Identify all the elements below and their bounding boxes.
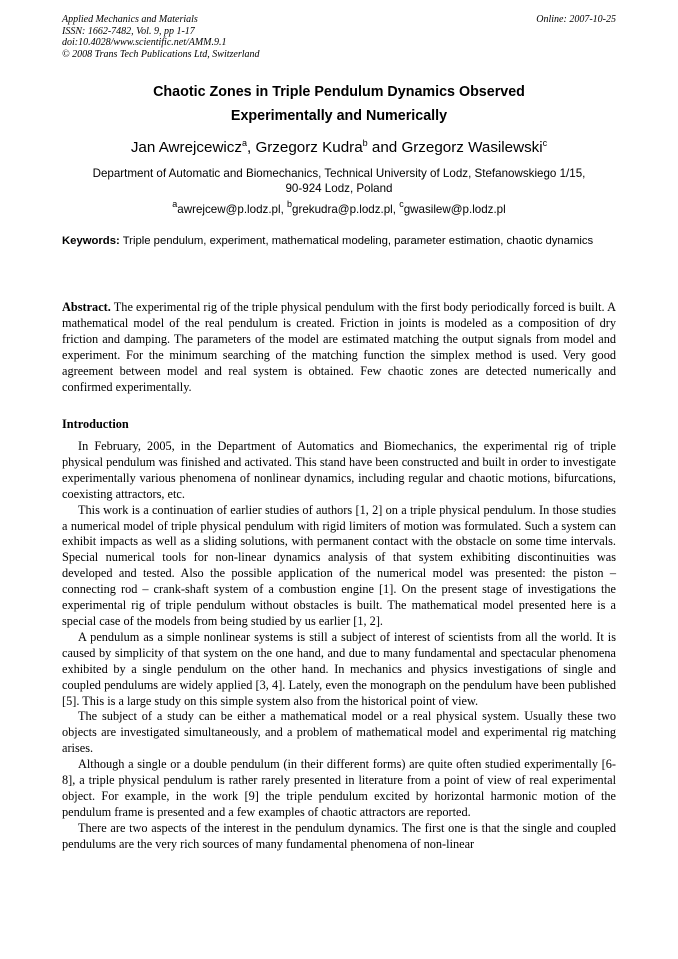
email-mark: a	[172, 199, 178, 209]
affiliation-line-1: Department of Automatic and Biomechanics, Technical University of Lodz, Stefanowskiego 1/15,	[92, 167, 586, 180]
abstract	[62, 300, 616, 395]
body-paragraph: In February, 2005, in the Department of Automatics and Biomechanics, the experimental rig of triple physical pendulum was finished and activated. This stand have been constructed and built in order to investigate experimentally various phenomena of nonlinear dynamics, including regular and chaotic motions, bifurcations, coexisting attractors, etc.	[62, 439, 616, 501]
abstract-text: The experimental rig of the triple physical pendulum with the first body periodically forced is built. A mathematical model of the real pendulum is created. Friction in joints is modeled as a composition of dry friction and damping. The parameters of the model are estimated matching the output signals from model and experiment. For the minimum searching of the matching function the simplex method is used. Very good agreement between model and real system is obtained. Few chaotic zones are detected numerically and confirmed experimentally.	[62, 300, 616, 394]
body-paragraph: A pendulum as a simple nonlinear systems is still a subject of interest of scientists from all the world. It is caused by simplicity of that system on the one hand, and due to many fundamental and spectacular phenomena exhibited by a single pendulum on the other hand. In mechanics and physics investigations of single and coupled pendulums are widely applied [3, 4]. Lately, even the monograph on the pendulum have been published [5]. This is a large study on this simple system also from the historical point of view.	[62, 629, 616, 708]
body-paragraph: There are two aspects of the interest in the pendulum dynamics. The first one is that the single and coupled pendulums are the very rich sources of many fundamental phenomena of non-linear	[62, 820, 616, 851]
online-date: Online: 2007-10-25	[536, 14, 616, 25]
email-separator: ,	[392, 203, 400, 216]
keywords-text: Triple pendulum, experiment, mathematical modeling, parameter estimation, chaotic dynamics	[122, 235, 594, 247]
title-line-2: Experimentally and Numerically	[230, 108, 448, 124]
doi-line: doi:10.4028/www.scientific.net/AMM.9.1	[62, 37, 227, 48]
paper-title	[62, 80, 616, 128]
email-address: gwasilew@p.lodz.pl	[403, 203, 506, 216]
email-mark: b	[287, 199, 293, 209]
author-separator: and	[367, 139, 402, 156]
affiliation-line-2: 90-924 Lodz, Poland	[285, 182, 393, 195]
author-separator: ,	[246, 139, 256, 156]
body-paragraph: Although a single or a double pendulum (in their different forms) are quite often studied experimentally [6-8], a triple physical pendulum is rather rarely presented in literature from a point of view of real experimental object. For example, in the work [9] the triple pendulum excited by horizontal harmonic motion of the pendulum frame is presented and a few examples of chaotic attractors are reported.	[62, 757, 616, 819]
email-address: awrejcew@p.lodz.pl	[177, 203, 281, 216]
author-affiliation-mark: c	[542, 138, 548, 148]
title-line-1: Chaotic Zones in Triple Pendulum Dynamics Observed	[153, 84, 525, 100]
author-name: Jan Awrejcewicz	[130, 139, 242, 156]
keywords-label: Keywords:	[62, 235, 120, 247]
author-name: Grzegorz Kudra	[255, 139, 363, 156]
abstract-label: Abstract.	[62, 300, 111, 314]
running-header	[62, 14, 616, 60]
introduction-body	[62, 439, 616, 853]
section-heading-introduction: Introduction	[62, 417, 129, 431]
email-list	[62, 199, 616, 217]
author-list	[62, 138, 616, 158]
author-affiliation-mark: b	[362, 138, 368, 148]
copyright-line: © 2008 Trans Tech Publications Ltd, Switzerland	[62, 48, 260, 60]
issn-line: ISSN: 1662-7482, Vol. 9, pp 1-17	[62, 25, 195, 37]
journal-name: Applied Mechanics and Materials	[62, 14, 198, 25]
author-affiliation-mark: a	[241, 138, 247, 148]
email-mark: c	[399, 199, 404, 209]
affiliation	[62, 166, 616, 196]
keywords	[62, 234, 616, 248]
email-address: grekudra@p.lodz.pl	[292, 203, 393, 216]
body-paragraph: The subject of a study can be either a mathematical model or a real physical system. Usually these two objects are investigated simultaneously, and a problem of mathematical model and experimental rig matching arises.	[62, 709, 616, 756]
email-separator: ,	[280, 203, 288, 216]
body-paragraph: This work is a continuation of earlier studies of authors [1, 2] on a triple physical pendulum. In those studies a numerical model of triple physical pendulum with rigid limiters of motion was formulated. Such a system can exhibit impacts as well as a sliding solutions, with permanent contact with the obstacle on some time intervals. Special numerical tools for non-linear dynamics analysis of that system exhibiting discontinuities was developed and tested. Also the possible application of the numerical model was presented: the piston – connecting rod – crank-shaft system of a combustion engine [1]. On the present stage of investigations the experimental rig of triple pendulum without obstacles is built. The mathematical model presented here is a special case of the models from being studied by us earlier [1, 2].	[62, 502, 616, 628]
author-name: Grzegorz Wasilewski	[401, 139, 543, 156]
